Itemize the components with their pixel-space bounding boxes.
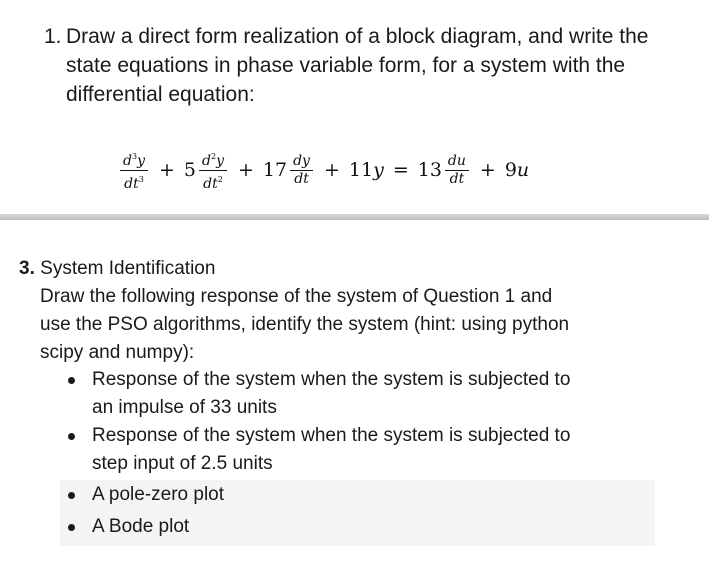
question-3-line-3: scipy and numpy): xyxy=(40,342,195,363)
question-1-line-2: state equations in phase variable form, for a system with the xyxy=(66,54,626,77)
bullet-icon xyxy=(68,433,75,440)
question-1-text xyxy=(44,22,694,109)
coefficient-11: 11 xyxy=(348,159,374,181)
list-item: Response of the system when the system is subjected to an impulse of 33 units xyxy=(66,366,656,422)
question-3-section xyxy=(0,220,709,567)
list-item: Response of the system when the system is subjected to step input of 2.5 units xyxy=(66,422,656,478)
question-1-line-3: differential equation: xyxy=(66,83,255,106)
plus-sign: + xyxy=(237,159,254,181)
input-derivative-term: $\frac{du}{dt}$ xyxy=(445,154,469,187)
question-3-body xyxy=(40,283,660,367)
third-derivative-term: $\frac{d^3y}{dt^3}$ xyxy=(120,149,148,192)
response-list xyxy=(66,366,656,541)
variable-y: y xyxy=(373,159,384,181)
question-1-line-1: Draw a direct form realization of a block diagram, and write the xyxy=(66,25,649,48)
variable-u: u xyxy=(516,159,530,181)
question-3-title: System Identification xyxy=(40,258,216,279)
bullet-icon xyxy=(68,524,75,531)
question-1-section xyxy=(0,0,709,214)
coefficient-13: 13 xyxy=(417,159,442,181)
question-3-number: 3. xyxy=(19,258,35,279)
bullet-icon xyxy=(68,377,75,384)
list-item: A Bode plot xyxy=(66,513,656,541)
plus-sign: + xyxy=(479,159,496,181)
bullet-icon xyxy=(68,492,75,499)
question-3-line-2: use the PSO algorithms, identify the system (hint: using python xyxy=(40,314,570,335)
list-item: A pole-zero plot xyxy=(66,481,656,509)
first-derivative-term: $\frac{dy}{dt}$ xyxy=(290,154,313,187)
differential-equation xyxy=(118,140,529,200)
plus-sign: + xyxy=(158,159,175,181)
question-3-heading xyxy=(19,256,215,282)
equals-sign: = xyxy=(392,159,409,181)
coefficient-17: 17 xyxy=(262,159,288,181)
question-3-line-1: Draw the following response of the system of Question 1 and xyxy=(40,286,553,307)
coefficient-5: 5 xyxy=(183,159,196,181)
plus-sign: + xyxy=(323,159,340,181)
coefficient-9: 9 xyxy=(504,159,517,181)
second-derivative-term: $\frac{d^2y}{dt^2}$ xyxy=(199,149,227,192)
question-1-number: 1. xyxy=(44,25,62,48)
